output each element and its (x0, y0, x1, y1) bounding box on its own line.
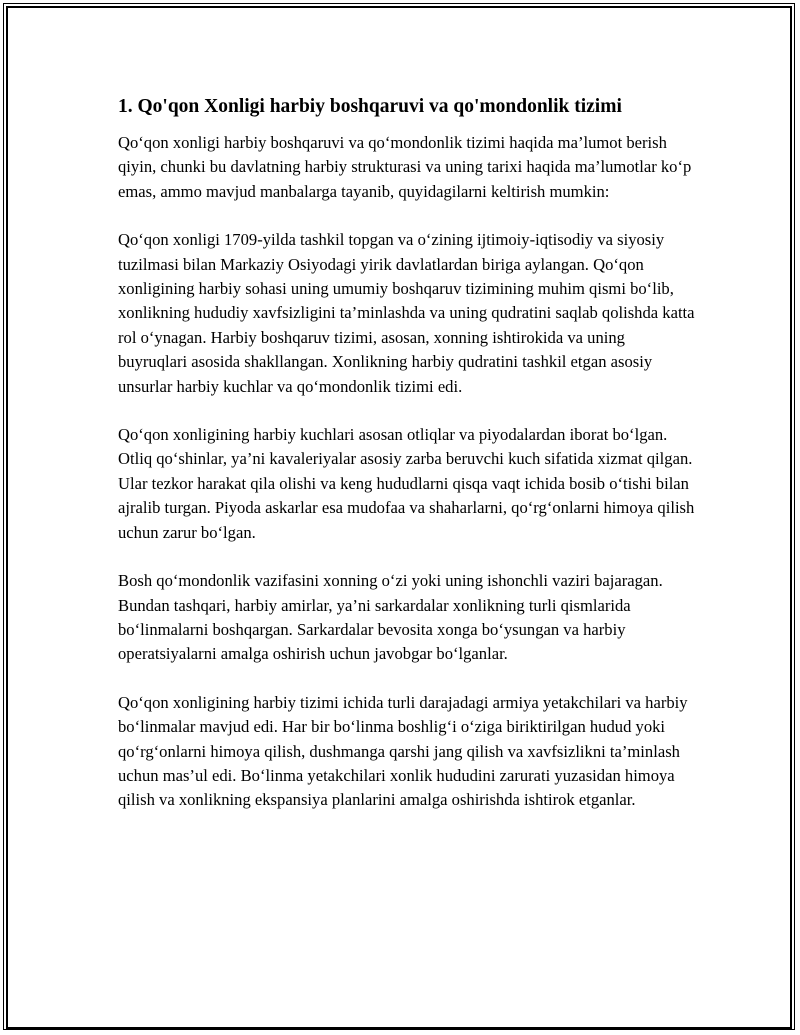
document-body (118, 94, 698, 837)
paragraph-command: Bosh qo‘mondonlik vazifasini xonning o‘zi yoki uning ishonchli vaziri bajaragan. Bundan tashqari, harbiy amirlar, ya’ni sarkardalar xonlikning turli qismlarida bo‘linmalarni boshqargan. Sarkardalar bevosita xonga bo‘ysungan va harbiy operatsiyalarni amalga oshirish uchun javobgar bo‘lganlar. (118, 571, 663, 664)
paragraph-history: Qo‘qon xonligi 1709-yilda tashkil topgan va o‘zining ijtimoiy-iqtisodiy va siyosiy tuzilmasi bilan Markaziy Osiyodagi yirik davlatlardan biriga aylangan. Qo‘qon xonligining harbiy sohasi uning umumiy boshqaruv tizimining muhim qismi bo‘lib, xonlikning hududiy xavfsizligini ta’minlashda va uning qudratini saqlab qolishda katta rol o‘ynagan. Harbiy boshqaruv tizimi, asosan, xonning ishtirokida va uning buyruqlari asosida shakllangan. Xonlikning harbiy qudratini tashkil etgan asosiy unsurlar harbiy kuchlar va qo‘mondonlik tizimi edi. (118, 230, 695, 396)
paragraph-forces: Qo‘qon xonligining harbiy kuchlari asosan otliqlar va piyodalardan iborat bo‘lgan. Otliq qo‘shinlar, ya’ni kavaleriyalar asosiy zarba beruvchi kuch sifatida xizmat qilgan. Ular tezkor harakat qila olishi va keng hududlarni qisqa vaqt ichida bosib o‘tishi bilan ajralib turgan. Piyoda askarlar esa mudofaa va shaharlarni, qo‘rg‘onlarni himoya qilish uchun zarur bo‘lgan. (118, 425, 695, 542)
paragraph-intro: Qo‘qon xonligi harbiy boshqaruvi va qo‘mondonlik tizimi haqida ma’lumot berish qiyin, chunki bu davlatning harbiy strukturasi va uning tarixi haqida ma’lumotlar ko‘p emas, ammo mavjud manbalarga tayanib, quyidagilarni keltirish mumkin: (118, 133, 692, 201)
section-heading: 1. Qo'qon Xonligi harbiy boshqaruvi va qo'mondonlik tizimi (118, 96, 622, 117)
paragraph-units: Qo‘qon xonligining harbiy tizimi ichida turli darajadagi armiya yetakchilari va harbiy bo‘linmalar mavjud edi. Har bir bo‘linma boshlig‘i o‘ziga biriktirilgan hudud yoki qo‘rg‘onlarni himoya qilish, dushmanga qarshi jang qilish va xavfsizlikni ta’minlash uchun mas’ul edi. Bo‘linma yetakchilari xonlik hududini zarurati yuzasidan himoya qilish va xonlikning ekspansiya planlarini amalga oshirishda ishtirok etganlar. (118, 692, 688, 810)
